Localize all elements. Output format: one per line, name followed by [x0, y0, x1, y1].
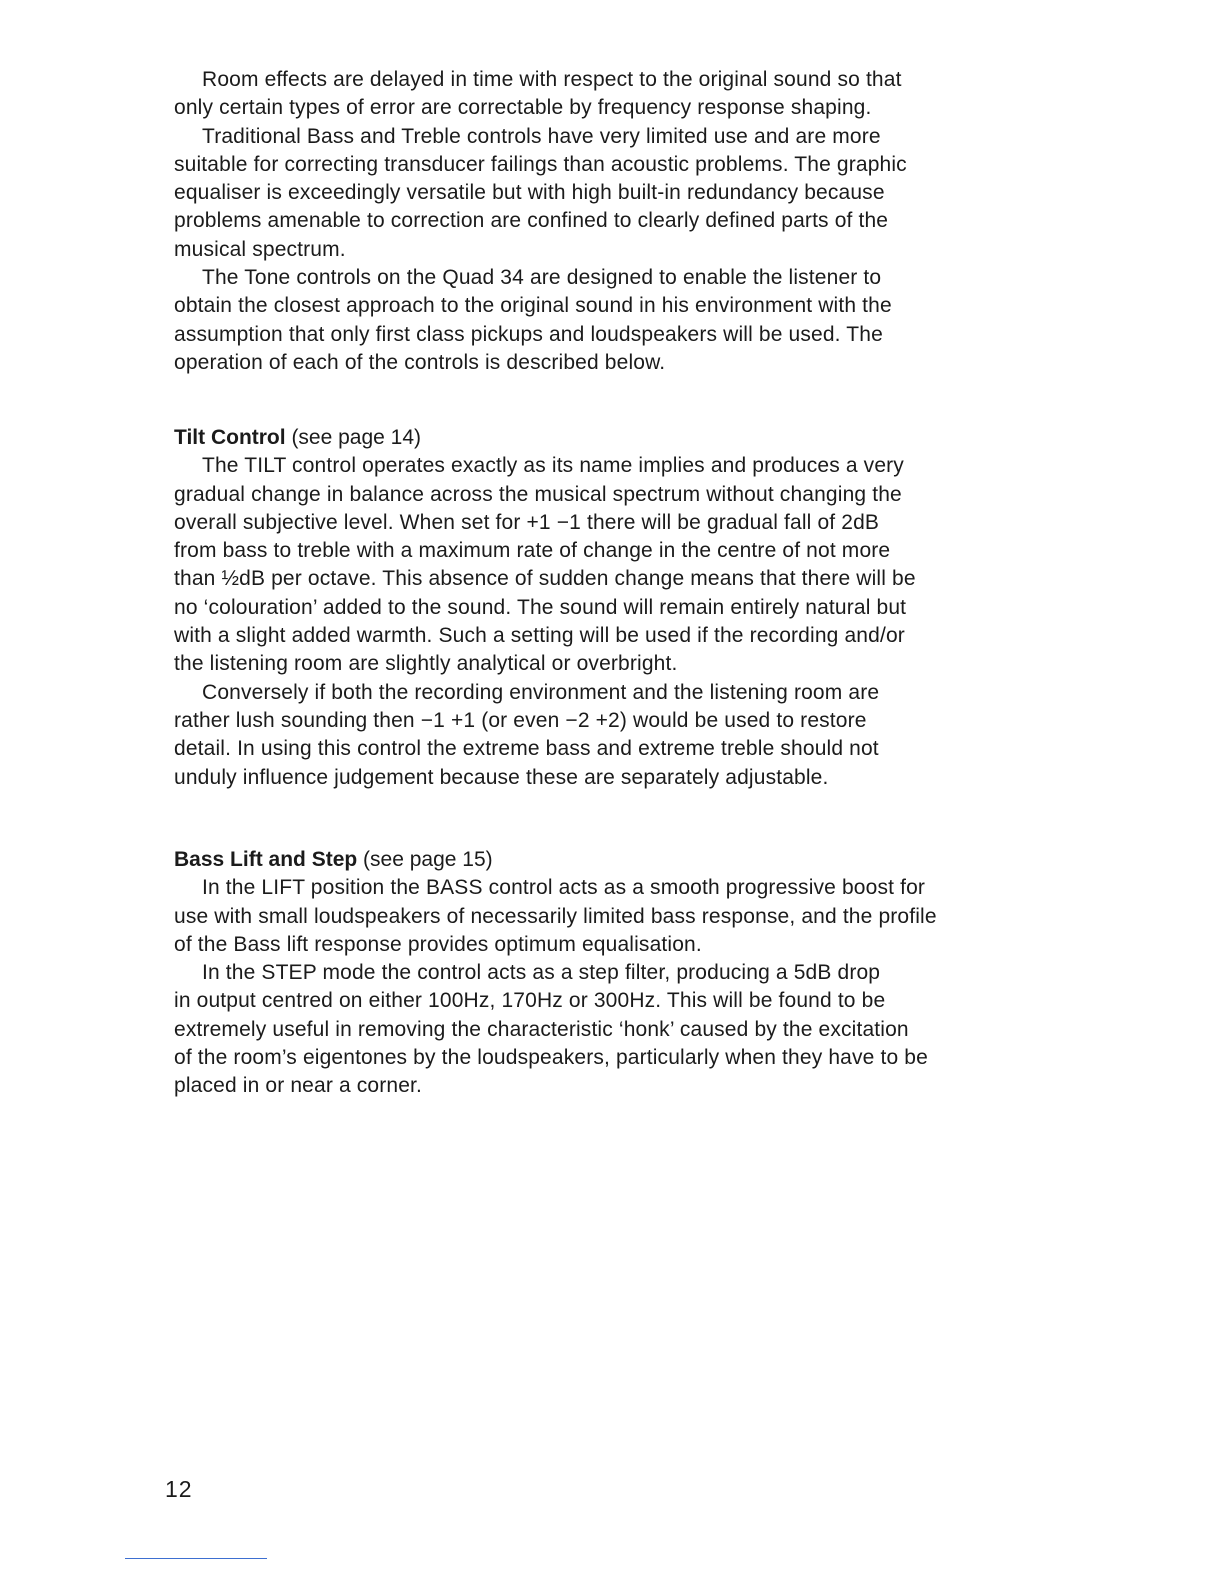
bass-line: placed in or near a corner. — [174, 1074, 423, 1098]
bass-line: In the STEP mode the control acts as a step filter, producing a 5dB drop — [202, 961, 881, 985]
intro-line: obtain the closest approach to the original sound in his environment with the — [174, 294, 892, 318]
intro-line: musical spectrum. — [174, 237, 346, 261]
tilt-line: rather lush sounding then −1 +1 (or even −2 +2) would be used to restore — [174, 708, 867, 732]
tilt-line: The TILT control operates exactly as its name implies and produces a very — [202, 454, 904, 478]
tilt-line: no ‘colouration’ added to the sound. The sound will remain entirely natural but — [174, 595, 907, 619]
tilt-line: than ½dB per octave. This absence of sudden change means that there will be — [174, 567, 916, 591]
page-reference: (see page 15) — [363, 848, 493, 871]
bass-line: use with small loudspeakers of necessarily limited bass response, and the profile — [174, 904, 937, 928]
tilt-line: detail. In using this control the extreme bass and extreme treble should not — [174, 737, 879, 761]
page-number: 12 — [165, 1476, 193, 1502]
section-title: Tilt Control — [174, 426, 286, 449]
tilt-line: overall subjective level. When set for +1 −1 there will be gradual fall of 2dB — [174, 510, 880, 534]
intro-line: problems amenable to correction are confined to clearly defined parts of the — [174, 209, 889, 233]
tilt-line: from bass to treble with a maximum rate of change in the centre of not more — [174, 539, 891, 563]
bass-line: In the LIFT position the BASS control acts as a smooth progressive boost for — [202, 876, 926, 900]
tilt-line: gradual change in balance across the musical spectrum without changing the — [174, 482, 902, 506]
intro-line: assumption that only first class pickups and loudspeakers will be used. The — [174, 322, 883, 346]
intro-section — [174, 66, 1054, 377]
tilt-line: with a slight added warmth. Such a setting will be used if the recording and/or — [174, 624, 905, 648]
section-title: Bass Lift and Step — [174, 848, 358, 871]
bass-line: extremely useful in removing the characteristic ‘honk’ caused by the excitation — [174, 1017, 909, 1041]
page-reference: (see page 14) — [291, 426, 422, 449]
intro-line: The Tone controls on the Quad 34 are designed to enable the listener to — [202, 266, 882, 290]
tilt-line: Conversely if both the recording environment and the listening room are — [202, 680, 880, 704]
bass-line: in output centred on either 100Hz, 170Hz or 300Hz. This will be found to be — [174, 989, 886, 1013]
intro-line: equaliser is exceedingly versatile but with high built-in redundancy because — [174, 181, 885, 205]
intro-line: only certain types of error are correctable by frequency response shaping. — [174, 96, 872, 120]
intro-line: Traditional Bass and Treble controls have very limited use and are more — [202, 124, 881, 148]
footer-rule — [125, 1558, 267, 1559]
section-heading — [174, 846, 1054, 874]
tilt-line: the listening room are slightly analytical or overbright. — [174, 652, 678, 676]
intro-line: operation of each of the controls is described below. — [174, 350, 666, 374]
tilt-control-section — [174, 424, 1054, 792]
intro-line: suitable for correcting transducer failings than acoustic problems. The graphic — [174, 152, 907, 176]
bass-line: of the Bass lift response provides optimum equalisation. — [174, 932, 702, 956]
intro-line: Room effects are delayed in time with respect to the original sound so that — [202, 68, 902, 91]
bass-line: of the room’s eigentones by the loudspeakers, particularly when they have to be — [174, 1046, 928, 1070]
section-heading — [174, 424, 1054, 452]
bass-lift-step-section — [174, 846, 1054, 1101]
tilt-line: unduly influence judgement because these are separately adjustable. — [174, 765, 829, 789]
